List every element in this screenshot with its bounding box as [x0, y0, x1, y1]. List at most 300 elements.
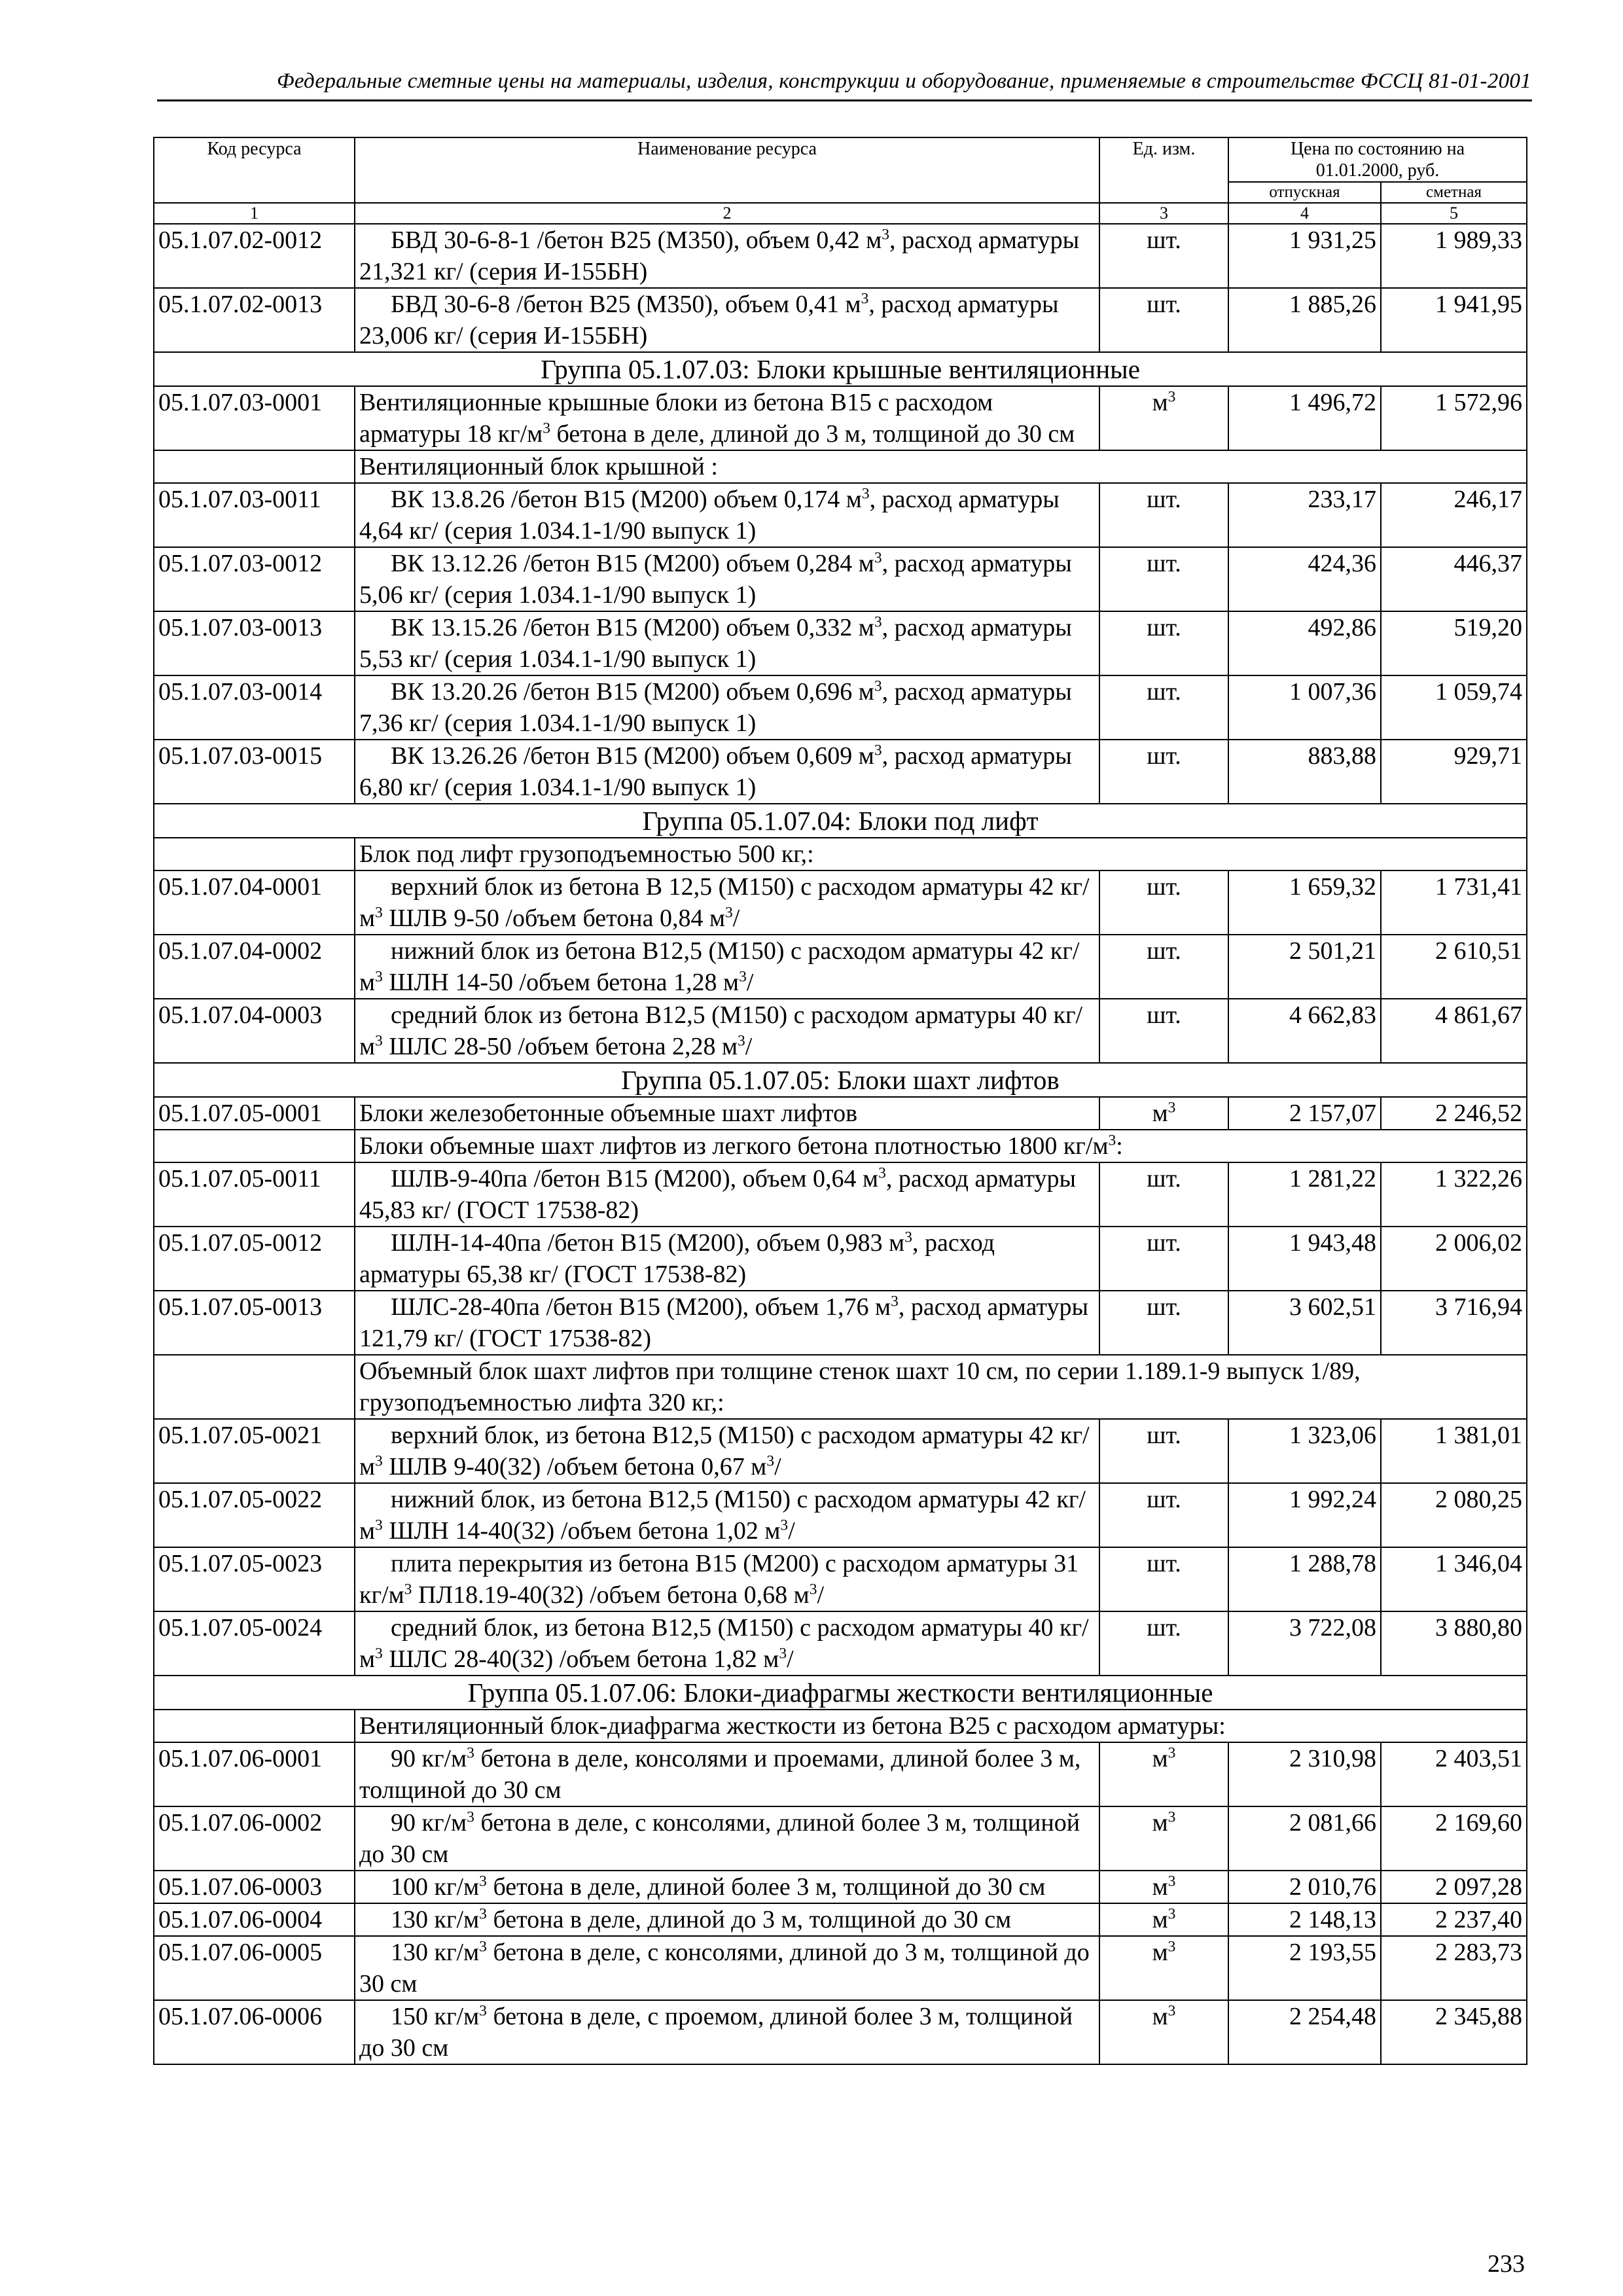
- resource-name: [355, 1419, 1099, 1483]
- table-row: [154, 2000, 1527, 2064]
- resource-name: [355, 999, 1099, 1063]
- superscript-3: 3: [1168, 2002, 1176, 2020]
- col-number: 5: [1381, 203, 1527, 224]
- table-row: [154, 1097, 1527, 1130]
- table-row: [154, 1806, 1527, 1871]
- superscript-3: 3: [375, 1452, 383, 1470]
- unit-cell: [1099, 483, 1228, 547]
- resource-name: [355, 2000, 1099, 2064]
- unit-cell: [1099, 1806, 1228, 1871]
- superscript-3: 3: [861, 485, 870, 503]
- name-part: бетона в деле, с консолями, длиной более 3 м, толщиной до 30 см: [359, 1809, 1080, 1868]
- table-row: [154, 1291, 1527, 1355]
- unit-m: м: [1152, 1906, 1168, 1933]
- superscript-3: 3: [479, 1873, 487, 1890]
- name-part: бетона в деле, длиной до 3 м, толщиной до 30 см: [550, 420, 1075, 448]
- release-price: 1 496,72: [1228, 386, 1381, 450]
- release-price: 1 288,78: [1228, 1547, 1381, 1611]
- unit-cell: [1099, 1291, 1228, 1355]
- release-price: 2 148,13: [1228, 1903, 1381, 1936]
- unit-cell: [1099, 1936, 1228, 2000]
- resource-code: 05.1.07.05-0013: [154, 1291, 355, 1355]
- release-price: 233,17: [1228, 483, 1381, 547]
- name-part: средний блок, из бетона В12,5 (М150) с расходом арматуры 40 кг/м: [359, 1614, 1089, 1673]
- table-row: [154, 611, 1527, 675]
- release-price: 1 659,32: [1228, 870, 1381, 935]
- resource-code: 05.1.07.03-0012: [154, 547, 355, 611]
- resource-name: [355, 1806, 1099, 1871]
- estimate-price: 2 610,51: [1381, 935, 1527, 999]
- unit-pcs: шт.: [1147, 1614, 1181, 1641]
- price-table: [153, 137, 1527, 2065]
- estimate-price: 2 246,52: [1381, 1097, 1527, 1130]
- name-part: 130 кг/м: [391, 1906, 480, 1933]
- resource-name: [355, 1291, 1099, 1355]
- resource-name-text: [359, 1227, 1095, 1290]
- name-part: /: [732, 905, 740, 932]
- resource-name-text: [359, 224, 1095, 287]
- release-price: 2 081,66: [1228, 1806, 1381, 1871]
- col-header-release: отпускная: [1228, 182, 1381, 203]
- estimate-price: 4 861,67: [1381, 999, 1527, 1063]
- resource-name-text: [359, 612, 1095, 675]
- col-number: 4: [1228, 203, 1381, 224]
- resource-code: 05.1.07.03-0013: [154, 611, 355, 675]
- release-price: 2 310,98: [1228, 1742, 1381, 1806]
- unit-pcs: шт.: [1147, 678, 1181, 706]
- release-price: 883,88: [1228, 740, 1381, 804]
- superscript-3: 3: [1168, 1808, 1176, 1826]
- superscript-3: 3: [725, 904, 733, 922]
- superscript-3: 3: [1108, 1132, 1116, 1149]
- table-row: [154, 224, 1527, 288]
- unit-cell: [1099, 224, 1228, 288]
- release-price: 3 602,51: [1228, 1291, 1381, 1355]
- empty-code-cell: [154, 1355, 355, 1419]
- resource-name-text: [359, 1904, 1095, 1935]
- unit-m: м: [1152, 1100, 1168, 1127]
- unit-cell: [1099, 1162, 1228, 1227]
- superscript-3: 3: [878, 1164, 886, 1182]
- table-row: [154, 1936, 1527, 2000]
- col-number: 2: [355, 203, 1099, 224]
- name-part: ШЛС 28-40(32) /объем бетона 1,82 м: [382, 1645, 779, 1673]
- unit-m: м: [1152, 1809, 1168, 1837]
- table-row: [154, 1419, 1527, 1483]
- name-part: /: [746, 969, 754, 996]
- name-part: ВК 13.8.26 /бетон В15 (М200) объем 0,174 м: [391, 486, 862, 513]
- name-part: ШЛВ 9-40(32) /объем бетона 0,67 м: [382, 1453, 767, 1480]
- release-price: 424,36: [1228, 547, 1381, 611]
- unit-cell: [1099, 675, 1228, 740]
- resource-code: 05.1.07.02-0013: [154, 288, 355, 352]
- resource-name: [355, 1227, 1099, 1291]
- resource-name: [355, 870, 1099, 935]
- resource-code: 05.1.07.06-0005: [154, 1936, 355, 2000]
- resource-name: [355, 1903, 1099, 1936]
- superscript-3: 3: [904, 1229, 912, 1246]
- estimate-price: 1 989,33: [1381, 224, 1527, 288]
- group-heading: Группа 05.1.07.06: Блоки-диафрагмы жесткости вентиляционные: [154, 1676, 1527, 1710]
- superscript-3: 3: [766, 1452, 775, 1470]
- subheader-text: [355, 1710, 1527, 1742]
- name-part: ШЛН-14-40па /бетон В15 (М200), объем 0,983 м: [391, 1229, 905, 1257]
- superscript-3: 3: [882, 226, 890, 243]
- name-part: , расход арматуры 65,38 кг/ (ГОСТ 17538-82): [359, 1229, 995, 1288]
- release-price: 492,86: [1228, 611, 1381, 675]
- unit-m: м: [1152, 1745, 1168, 1772]
- release-price: 2 010,76: [1228, 1871, 1381, 1903]
- estimate-price: 2 006,02: [1381, 1227, 1527, 1291]
- name-part: верхний блок, из бетона В12,5 (М150) с расходом арматуры 42 кг/м: [359, 1422, 1090, 1480]
- estimate-price: 1 731,41: [1381, 870, 1527, 935]
- unit-cell: [1099, 386, 1228, 450]
- table-row: [154, 675, 1527, 740]
- subheader-main: Объемный блок шахт лифтов при толщине стенок шахт 10 см, по серии 1.189.1-9 выпуск 1/89, грузоподъемностью лифта 320 кг,:: [359, 1357, 1361, 1416]
- resource-name-text: [359, 1871, 1095, 1903]
- estimate-price: 1 322,26: [1381, 1162, 1527, 1227]
- estimate-price: 2 283,73: [1381, 1936, 1527, 2000]
- subheader-main: Вентиляционный блок крышной :: [359, 453, 718, 480]
- resource-name-text: [359, 1612, 1095, 1675]
- resource-code: 05.1.07.05-0001: [154, 1097, 355, 1130]
- subheader-text: [355, 1355, 1527, 1419]
- unit-cell: [1099, 740, 1228, 804]
- table-body: [154, 224, 1527, 2064]
- name-part: Вентиляционные крышные блоки из бетона В15 с расходом арматуры 18 кг/м: [359, 389, 993, 448]
- subheader-text: [355, 838, 1527, 870]
- superscript-3: 3: [874, 742, 882, 759]
- unit-cell: [1099, 1903, 1228, 1936]
- resource-code: 05.1.07.04-0001: [154, 870, 355, 935]
- unit-pcs: шт.: [1147, 1165, 1181, 1193]
- superscript-3: 3: [404, 1581, 412, 1598]
- superscript-3: 3: [874, 677, 882, 695]
- unit-cell: [1099, 1227, 1228, 1291]
- unit-pcs: шт.: [1147, 486, 1181, 513]
- estimate-price: 2 169,60: [1381, 1806, 1527, 1871]
- superscript-3: 3: [479, 1905, 487, 1923]
- resource-name-text: [359, 871, 1095, 934]
- superscript-3: 3: [375, 1645, 383, 1662]
- resource-code: 05.1.07.05-0012: [154, 1227, 355, 1291]
- estimate-price: 2 080,25: [1381, 1483, 1527, 1547]
- resource-code: 05.1.07.05-0022: [154, 1483, 355, 1547]
- estimate-price: 2 345,88: [1381, 2000, 1527, 2064]
- superscript-3: 3: [738, 1032, 745, 1050]
- name-part: 100 кг/м: [391, 1873, 480, 1901]
- empty-code-cell: [154, 838, 355, 870]
- superscript-3: 3: [1168, 1744, 1176, 1762]
- subheader-text: [355, 1130, 1527, 1162]
- table-row: [154, 1742, 1527, 1806]
- estimate-price: 446,37: [1381, 547, 1527, 611]
- unit-pcs: шт.: [1147, 1001, 1181, 1029]
- resource-code: 05.1.07.05-0024: [154, 1611, 355, 1676]
- table-row: [154, 1227, 1527, 1291]
- resource-name-text: [359, 1098, 1095, 1129]
- unit-pcs: шт.: [1147, 1293, 1181, 1321]
- name-part: плита перекрытия из бетона В15 (М200) с расходом арматуры 31 кг/м: [359, 1550, 1079, 1609]
- group-heading: Группа 05.1.07.05: Блоки шахт лифтов: [154, 1063, 1527, 1097]
- resource-name: [355, 1097, 1099, 1130]
- price-date-line1: Цена по состоянию на: [1290, 139, 1465, 159]
- table-row: [154, 1903, 1527, 1936]
- table-row: [154, 1483, 1527, 1547]
- unit-cell: [1099, 935, 1228, 999]
- superscript-3: 3: [809, 1581, 817, 1598]
- name-part: ВК 13.20.26 /бетон В15 (М200) объем 0,696 м: [391, 678, 874, 706]
- resource-name-text: [359, 1743, 1095, 1806]
- resource-name-text: [359, 387, 1095, 450]
- group-heading: Группа 05.1.07.03: Блоки крышные вентиляционные: [154, 352, 1527, 386]
- name-part: 90 кг/м: [391, 1809, 467, 1837]
- resource-name-text: [359, 935, 1095, 998]
- col-header-name: Наименование ресурса: [355, 137, 1099, 203]
- resource-name-text: [359, 1807, 1095, 1870]
- resource-code: 05.1.07.05-0011: [154, 1162, 355, 1227]
- release-price: 3 722,08: [1228, 1611, 1381, 1676]
- name-part: ШЛС-28-40па /бетон В15 (М200), объем 1,76 м: [391, 1293, 891, 1321]
- estimate-price: 246,17: [1381, 483, 1527, 547]
- unit-pcs: шт.: [1147, 1550, 1181, 1577]
- estimate-price: 929,71: [1381, 740, 1527, 804]
- resource-name-text: [359, 289, 1095, 351]
- name-part: 90 кг/м: [391, 1745, 467, 1772]
- empty-code-cell: [154, 450, 355, 483]
- page-number: 233: [1488, 2250, 1525, 2278]
- resource-name: [355, 483, 1099, 547]
- unit-m: м: [1152, 1873, 1168, 1901]
- name-part: , расход арматуры 45,83 кг/ (ГОСТ 17538-82): [359, 1165, 1077, 1224]
- unit-cell: [1099, 1871, 1228, 1903]
- name-part: бетона в деле, длиной более 3 м, толщиной до 30 см: [486, 1873, 1046, 1901]
- resource-name: [355, 224, 1099, 288]
- empty-code-cell: [154, 1130, 355, 1162]
- subheader-row: [154, 1130, 1527, 1162]
- superscript-3: 3: [375, 1032, 383, 1050]
- resource-code: 05.1.07.02-0012: [154, 224, 355, 288]
- col-header-price-date: [1228, 137, 1527, 182]
- table-row: [154, 1162, 1527, 1227]
- unit-pcs: шт.: [1147, 937, 1181, 965]
- estimate-price: 2 237,40: [1381, 1903, 1527, 1936]
- superscript-3: 3: [861, 290, 869, 308]
- name-part: бетона в деле, консолями и проемами, длиной более 3 м, толщиной до 30 см: [359, 1745, 1081, 1804]
- name-part: , расход арматуры 7,36 кг/ (серия 1.034.1-1/90 выпуск 1): [359, 678, 1072, 737]
- release-price: 2 193,55: [1228, 1936, 1381, 2000]
- name-part: , расход арматуры 121,79 кг/ (ГОСТ 17538-82): [359, 1293, 1089, 1352]
- unit-pcs: шт.: [1147, 550, 1181, 577]
- release-price: 1 007,36: [1228, 675, 1381, 740]
- table-row: [154, 288, 1527, 352]
- name-part: верхний блок из бетона В 12,5 (М150) с расходом арматуры 42 кг/м: [359, 873, 1090, 932]
- resource-name: [355, 675, 1099, 740]
- table-row: [154, 1611, 1527, 1676]
- resource-name-text: [359, 1548, 1095, 1611]
- estimate-price: 3 716,94: [1381, 1291, 1527, 1355]
- superscript-3: 3: [479, 1938, 487, 1956]
- table-row: [154, 935, 1527, 999]
- resource-name-text: [359, 1484, 1095, 1547]
- superscript-3: 3: [1168, 388, 1176, 406]
- superscript-3: 3: [1168, 1905, 1176, 1923]
- name-part: Блоки железобетонные объемные шахт лифтов: [359, 1100, 858, 1127]
- unit-m: м: [1152, 1939, 1168, 1966]
- resource-name: [355, 1936, 1099, 2000]
- estimate-price: 1 381,01: [1381, 1419, 1527, 1483]
- superscript-3: 3: [479, 2002, 487, 2020]
- name-part: БВД 30-6-8-1 /бетон В25 (М350), объем 0,42 м: [391, 226, 882, 254]
- release-price: 1 281,22: [1228, 1162, 1381, 1227]
- name-part: , расход арматуры 5,06 кг/ (серия 1.034.1-1/90 выпуск 1): [359, 550, 1072, 609]
- unit-m: м: [1152, 2003, 1168, 2030]
- release-price: 1 323,06: [1228, 1419, 1381, 1483]
- resource-name: [355, 1483, 1099, 1547]
- release-price: 1 931,25: [1228, 224, 1381, 288]
- table-row: [154, 740, 1527, 804]
- unit-cell: [1099, 1611, 1228, 1676]
- superscript-3: 3: [739, 968, 747, 986]
- resource-code: 05.1.07.06-0004: [154, 1903, 355, 1936]
- resource-code: 05.1.07.03-0014: [154, 675, 355, 740]
- table-row: [154, 483, 1527, 547]
- name-part: ШЛВ-9-40па /бетон В15 (М200), объем 0,64 м: [391, 1165, 879, 1193]
- col-number: 1: [154, 203, 355, 224]
- name-part: бетона в деле, с консолями, длиной до 3 м, толщиной до 30 см: [359, 1939, 1090, 1998]
- name-part: ШЛН 14-50 /объем бетона 1,28 м: [382, 969, 740, 996]
- release-price: 2 254,48: [1228, 2000, 1381, 2064]
- name-part: ШЛН 14-40(32) /объем бетона 1,02 м: [382, 1517, 781, 1545]
- unit-cell: [1099, 1547, 1228, 1611]
- release-price: 1 885,26: [1228, 288, 1381, 352]
- name-part: ВК 13.12.26 /бетон В15 (М200) объем 0,284 м: [391, 550, 874, 577]
- resource-code: 05.1.07.03-0001: [154, 386, 355, 450]
- name-part: ШЛВ 9-50 /объем бетона 0,84 м: [382, 905, 725, 932]
- resource-code: 05.1.07.06-0006: [154, 2000, 355, 2064]
- unit-pcs: шт.: [1147, 614, 1181, 641]
- resource-code: 05.1.07.05-0021: [154, 1419, 355, 1483]
- col-header-unit: Ед. изм.: [1099, 137, 1228, 203]
- superscript-3: 3: [779, 1645, 787, 1662]
- subheader-main: Вентиляционный блок-диафрагма жесткости из бетона В25 с расходом арматуры:: [359, 1712, 1226, 1740]
- unit-cell: [1099, 288, 1228, 352]
- col-header-estimate: сметная: [1381, 182, 1527, 203]
- unit-cell: [1099, 2000, 1228, 2064]
- header-rule: [157, 99, 1532, 101]
- resource-code: 05.1.07.04-0003: [154, 999, 355, 1063]
- superscript-3: 3: [874, 549, 882, 567]
- unit-cell: [1099, 1419, 1228, 1483]
- name-part: , расход арматуры 5,53 кг/ (серия 1.034.1-1/90 выпуск 1): [359, 614, 1072, 673]
- estimate-price: 1 941,95: [1381, 288, 1527, 352]
- subheader-row: [154, 1355, 1527, 1419]
- unit-pcs: шт.: [1147, 1229, 1181, 1257]
- resource-name-text: [359, 1163, 1095, 1226]
- col-header-code: Код ресурса: [154, 137, 355, 203]
- resource-name-text: [359, 740, 1095, 803]
- release-price: 1 992,24: [1228, 1483, 1381, 1547]
- table-row: [154, 1547, 1527, 1611]
- subheader-text: [355, 450, 1527, 483]
- name-part: /: [745, 1033, 753, 1060]
- resource-code: 05.1.07.04-0002: [154, 935, 355, 999]
- release-price: 2 501,21: [1228, 935, 1381, 999]
- resource-name: [355, 611, 1099, 675]
- resource-name: [355, 1742, 1099, 1806]
- group-heading-row: [154, 804, 1527, 838]
- release-price: 1 943,48: [1228, 1227, 1381, 1291]
- table-row: [154, 547, 1527, 611]
- resource-name-text: [359, 1937, 1095, 2000]
- resource-code: 05.1.07.03-0015: [154, 740, 355, 804]
- resource-name: [355, 1547, 1099, 1611]
- subheader-row: [154, 450, 1527, 483]
- resource-name-text: [359, 1291, 1095, 1354]
- unit-pcs: шт.: [1147, 1486, 1181, 1513]
- name-part: ШЛС 28-50 /объем бетона 2,28 м: [382, 1033, 738, 1060]
- table-row: [154, 999, 1527, 1063]
- unit-cell: [1099, 1097, 1228, 1130]
- estimate-price: 2 403,51: [1381, 1742, 1527, 1806]
- superscript-3: 3: [1168, 1938, 1176, 1956]
- superscript-3: 3: [375, 904, 383, 922]
- name-part: ВК 13.26.26 /бетон В15 (М200) объем 0,609 м: [391, 742, 874, 770]
- unit-pcs: шт.: [1147, 742, 1181, 770]
- unit-pcs: шт.: [1147, 1422, 1181, 1449]
- resource-name: [355, 288, 1099, 352]
- name-part: , расход арматуры 21,321 кг/ (серия И-155БН): [359, 226, 1080, 285]
- subheader-tail: :: [1116, 1132, 1123, 1160]
- resource-name: [355, 1871, 1099, 1903]
- unit-cell: [1099, 547, 1228, 611]
- resource-code: 05.1.07.05-0023: [154, 1547, 355, 1611]
- resource-name-text: [359, 548, 1095, 611]
- unit-m: м: [1152, 389, 1168, 416]
- name-part: бетона в деле, с проемом, длиной более 3 м, толщиной до 30 см: [359, 2003, 1073, 2062]
- superscript-3: 3: [375, 968, 383, 986]
- release-price: 4 662,83: [1228, 999, 1381, 1063]
- resource-code: 05.1.07.06-0003: [154, 1871, 355, 1903]
- unit-cell: [1099, 870, 1228, 935]
- unit-cell: [1099, 1742, 1228, 1806]
- name-part: ПЛ18.19-40(32) /объем бетона 0,68 м: [412, 1581, 810, 1609]
- col-number: 3: [1099, 203, 1228, 224]
- superscript-3: 3: [543, 420, 551, 437]
- name-part: средний блок из бетона В12,5 (М150) с расходом арматуры 40 кг/м: [359, 1001, 1083, 1060]
- estimate-price: 1 572,96: [1381, 386, 1527, 450]
- subheader-row: [154, 1710, 1527, 1742]
- table-row: [154, 386, 1527, 450]
- superscript-3: 3: [874, 613, 882, 631]
- resource-name-text: [359, 1420, 1095, 1482]
- subheader-main: Блоки объемные шахт лифтов из легкого бетона плотностью 1800 кг/м: [359, 1132, 1109, 1160]
- name-part: нижний блок, из бетона В12,5 (М150) с расходом арматуры 42 кг/м: [359, 1486, 1086, 1545]
- release-price: 2 157,07: [1228, 1097, 1381, 1130]
- resource-name: [355, 935, 1099, 999]
- table-row: [154, 1871, 1527, 1903]
- name-part: , расход арматуры 4,64 кг/ (серия 1.034.1-1/90 выпуск 1): [359, 486, 1060, 545]
- resource-name: [355, 547, 1099, 611]
- unit-cell: [1099, 611, 1228, 675]
- resource-name-text: [359, 999, 1095, 1062]
- unit-pcs: шт.: [1147, 291, 1181, 318]
- estimate-price: 1 059,74: [1381, 675, 1527, 740]
- price-date-line2: 01.01.2000, руб.: [1315, 160, 1440, 181]
- resource-code: 05.1.07.03-0011: [154, 483, 355, 547]
- name-part: 130 кг/м: [391, 1939, 480, 1966]
- unit-pcs: шт.: [1147, 873, 1181, 901]
